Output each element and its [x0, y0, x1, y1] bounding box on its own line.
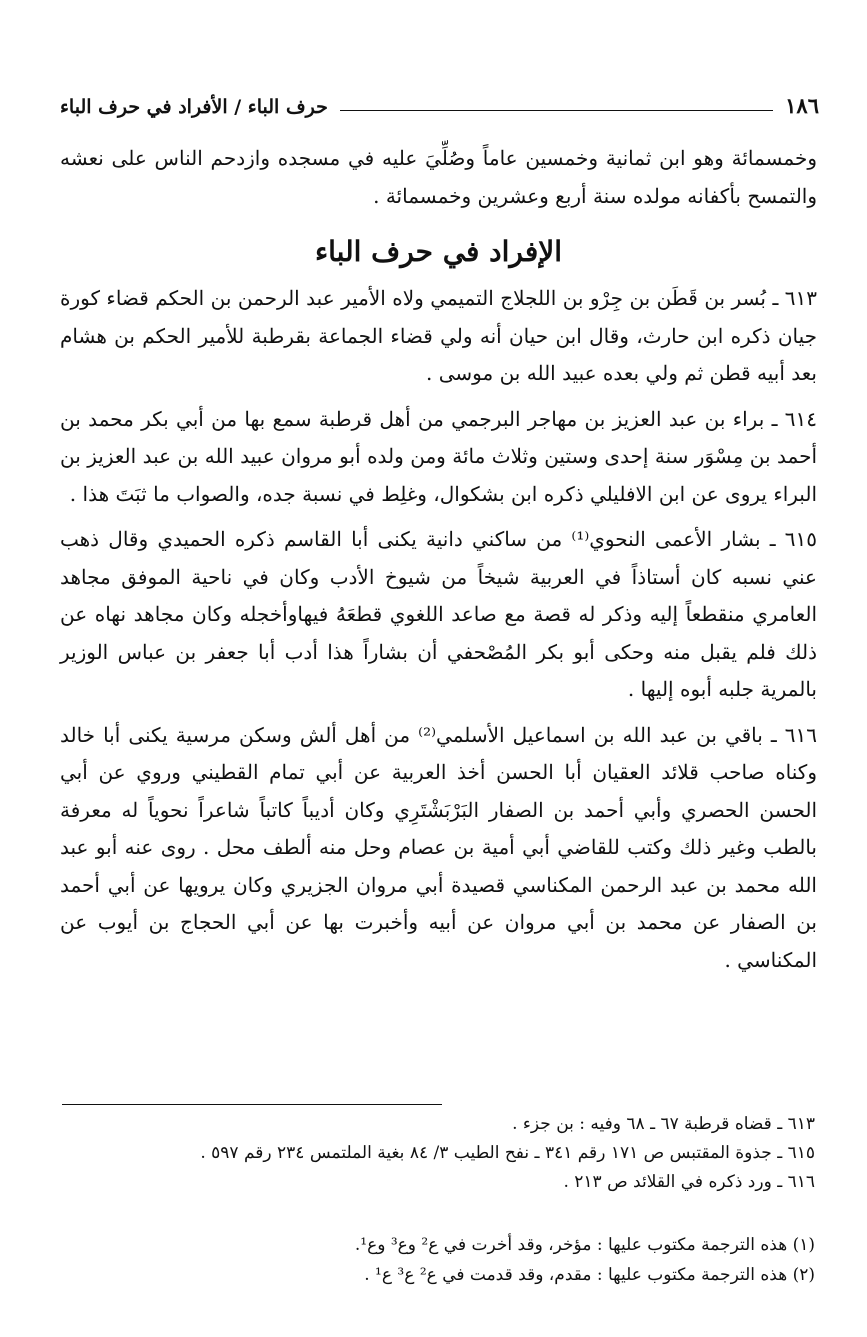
page-header	[60, 86, 819, 118]
running-title: حرف الباء / الأفراد في حرف الباء	[60, 96, 328, 118]
entry-text: براء بن عبد العزيز بن مهاجر البرجمي من أهل قرطبة سمع بها من أبي بكر محمد بن أحمد بن مِسْوَر سنة إحدى وستين وثلاث مائة ومن ولده أبو مروان عبيد الله بن عبد العزيز بن البراء يروى عن ابن الافليلي ذكره ابن بشكوال، وغلِط في نسبة جده، والصواب ما ثبَتَ هذا .	[60, 406, 817, 506]
entry-number: ٦١٥ ـ	[769, 527, 818, 551]
source-references	[60, 1110, 815, 1197]
intro-paragraph: وخمسمائة وهو ابن ثمانية وخمسين عاماً وصُلِّيَ عليه في مسجده وازدحم الناس على نعشه والتمسح بأكفانه مولده سنة أربع وعشرين وخمسمائة .	[60, 146, 817, 208]
header-rule	[340, 110, 773, 111]
entry-613	[60, 280, 817, 393]
entry-text: باقي بن عبد الله بن اسماعيل الأسلمي⁽²⁾ من أهل ألش وسكن مرسية يكنى أبا خالد وكناه صاحب قلائد العقيان أبا الحسن أخذ العربية عن أبي تمام القطيني وروي عن أبي الحسن الحصري وأبي أحمد بن الصفار البَرْبَشْتَرِي وكان أديباً كاتباً شاعراً نحوياً له معرفة بالطب وغير ذلك وكتب للقاضي أبي أمية بن عصام وحل منه ألطف محل . روى عنه أبو عبد الله محمد بن عبد الرحمن المكناسي قصيدة أبي مروان الجزيري وكان يرويها عن أبي أحمد بن الصفار عن محمد بن أبي مروان عن أبيه وأخبرت بها عن أبي الحجاج بن أيوب عن المكناسي .	[60, 722, 817, 972]
footnotes	[60, 1230, 815, 1290]
entry-614	[60, 401, 817, 514]
entry-number: ٦١٦ ـ	[770, 722, 818, 747]
entry-number: ٦١٤ ـ	[771, 406, 818, 431]
entry-616	[60, 717, 817, 980]
source-ref: ٦١٥ ـ جذوة المقتبس ص ١٧١ رقم ٣٤١ ـ نفح الطيب ٣/ ٨٤ بغية الملتمس ٢٣٤ رقم ٥٩٧ .	[200, 1143, 815, 1163]
entry-615	[60, 521, 817, 709]
footnote: (١) هذه الترجمة مكتوب عليها : مؤخر، وقد أخرت في ع² وع³ وع¹.	[354, 1235, 815, 1255]
entry-number: ٦١٣ ـ	[772, 286, 817, 310]
page-number: ١٨٦	[785, 93, 819, 118]
source-ref: ٦١٣ ـ قضاه قرطبة ٦٧ ـ ٦٨ وفيه : بن جزء .	[512, 1114, 815, 1134]
entry-text: بُسر بن قَطَن بن جِرْو بن اللجلاج التميمي ولاه الأمير عبد الرحمن بن الحكم قضاء كورة جيان ذكره ابن حارث، وقال ابن حيان أنه ولي قضاء الجماعة بقرطبة للأمير الحكم بن هشام بعد أبيه قطن ثم ولي بعده عبيد الله بن موسى .	[60, 286, 817, 385]
footnote: (٢) هذه الترجمة مكتوب عليها : مقدم، وقد قدمت في ع² ع³ ع¹ .	[364, 1265, 815, 1285]
source-ref: ٦١٦ ـ ورد ذكره في القلائد ص ٢١٣ .	[563, 1172, 815, 1192]
main-text	[60, 140, 817, 979]
entry-text: بشار الأعمى النحوي⁽¹⁾ من ساكني دانية يكنى أبا القاسم ذكره الحميدي وقال ذهب عني نسبه كان أستاذاً في العربية شيخاً من شيوخ الأدب وكان في ناحية الموفق مجاهد العامري منقطعاً إليه وذكر له قصة مع صاعد اللغوي قطعَهُ فيهاوأخجله وكان مجاهد نهاه عن ذلك فلم يقبل منه وحكى أبو بكر المُصْحفي أن بشاراً هذا أدب أبا جعفر بن عباس الوزير بالمرية جلبه أبوه إليها .	[60, 527, 817, 701]
sources-divider	[62, 1104, 442, 1105]
section-title: الإفراد في حرف الباء	[314, 235, 563, 268]
